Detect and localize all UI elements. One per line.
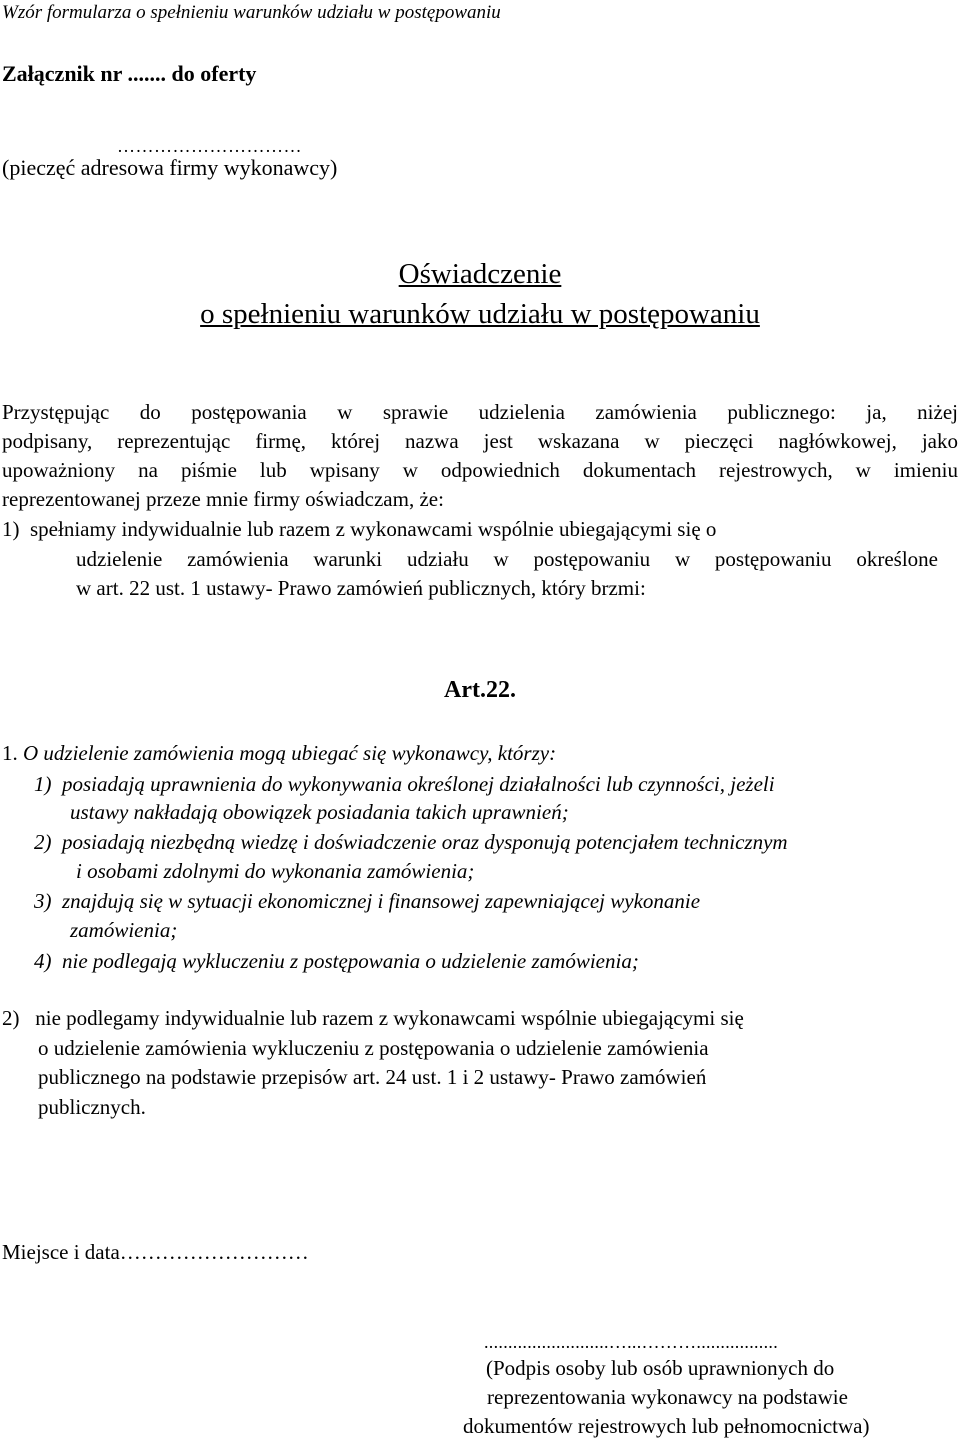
point-1-line: udzielenie zamówienia warunki udziału w postępowaniu w postępowaniu określone	[76, 547, 938, 571]
article-item: zamówienia;	[70, 918, 178, 942]
article-lead	[2, 743, 556, 764]
article-item: 2) posiadają niezbędną wiedzę i doświadczenie oraz dysponują potencjałem technicznym	[34, 830, 788, 854]
article-item: 1) posiadają uprawnienia do wykonywania określonej działalności lub czynności, jeżeli	[34, 772, 775, 796]
signature-dots: ..........................…...……….................	[484, 1332, 778, 1352]
intro-line: Przystępując do postępowania w sprawie udzielenia zamówienia publicznego: ja, niżej	[2, 400, 958, 424]
signature-caption: (Podpis osoby lub osób uprawnionych do	[486, 1356, 835, 1380]
article-lead-text: O udzielenie zamówienia mogą ubiegać się wykonawcy, którzy:	[23, 741, 557, 765]
point-1-line: 1) spełniamy indywidualnie lub razem z wykonawcami wspólnie ubiegającymi się o	[2, 517, 717, 541]
intro-line: reprezentowanej przeze mnie firmy oświadczam, że:	[2, 487, 444, 511]
stamp-dots: …………………………	[117, 136, 302, 156]
document-title: Oświadczenie	[398, 258, 562, 290]
point-2-line: publicznego na podstawie przepisów art. 24 ust. 1 i 2 ustawy- Prawo zamówień	[38, 1065, 707, 1089]
intro-line: podpisany, reprezentując firmę, której nazwa jest wskazana w pieczęci nagłówkowej, jako	[2, 429, 958, 453]
article-item: ustawy nakładają obowiązek posiadania takich uprawnień;	[70, 800, 569, 824]
place-date-field: Miejsce i data………………………	[2, 1240, 309, 1264]
attachment-label: Załącznik nr ....... do oferty	[2, 61, 257, 86]
signature-caption: dokumentów rejestrowych lub pełnomocnictwa)	[463, 1414, 870, 1438]
intro-line: upoważniony na piśmie lub wpisany w odpowiednich dokumentach rejestrowych, w imieniu	[2, 458, 958, 482]
article-lead-number: 1.	[2, 741, 23, 765]
point-1-line: w art. 22 ust. 1 ustawy- Prawo zamówień publicznych, który brzmi:	[76, 576, 646, 600]
signature-caption: reprezentowania wykonawcy na podstawie	[487, 1385, 848, 1409]
document-subtitle: o spełnieniu warunków udziału w postępowaniu	[200, 298, 760, 330]
article-item: 4) nie podlegają wykluczeniu z postępowania o udzielenie zamówienia;	[34, 949, 639, 973]
point-2-line: o udzielenie zamówienia wykluczeniu z postępowania o udzielenie zamówienia	[38, 1036, 709, 1060]
article-item: i osobami zdolnymi do wykonania zamówienia;	[76, 859, 475, 883]
article-heading: Art.22.	[444, 677, 516, 703]
article-item: 3) znajdują się w sytuacji ekonomicznej i finansowej zapewniającej wykonanie	[34, 889, 701, 913]
point-2-line: 2) nie podlegamy indywidualnie lub razem z wykonawcami wspólnie ubiegającymi się	[2, 1006, 744, 1030]
point-2-line: publicznych.	[38, 1095, 146, 1119]
stamp-label: (pieczęć adresowa firmy wykonawcy)	[2, 155, 338, 180]
header-note: Wzór formularza o spełnieniu warunków udziału w postępowaniu	[2, 2, 501, 23]
